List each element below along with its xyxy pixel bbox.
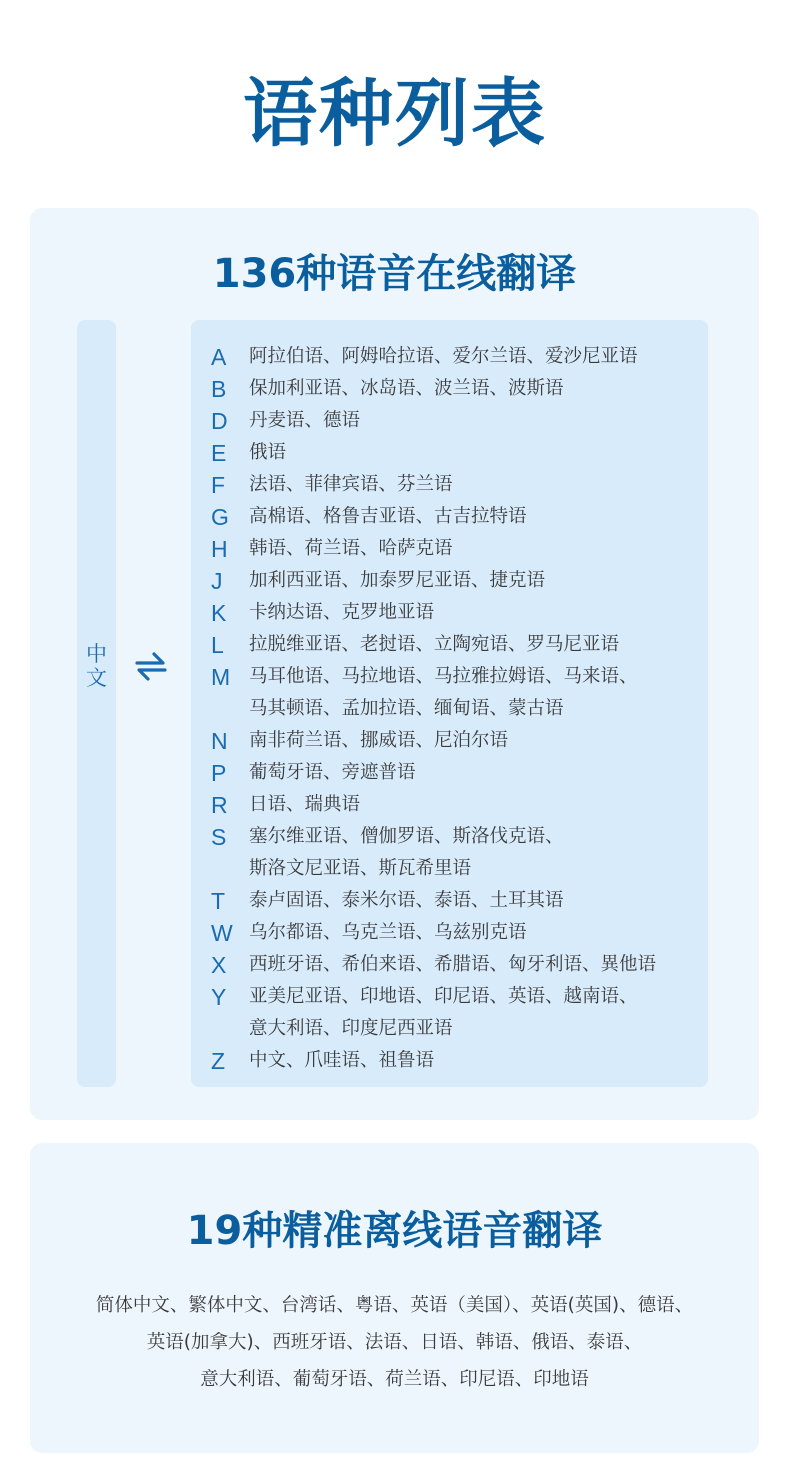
language-names: 南非荷兰语、挪威语、尼泊尔语 — [249, 730, 509, 751]
language-letter: E — [211, 440, 227, 466]
language-letter: W — [211, 920, 233, 946]
language-row — [211, 949, 702, 981]
language-row — [211, 1045, 702, 1077]
page-title: 语种列表 — [243, 71, 547, 157]
source-language-char: 中 — [86, 642, 107, 666]
swap-arrows-icon — [131, 648, 171, 684]
language-names: 加利西亚语、加泰罗尼亚语、捷克语 — [249, 570, 546, 591]
language-names: 韩语、荷兰语、哈萨克语 — [249, 538, 453, 559]
language-letter: B — [211, 376, 227, 402]
language-row — [211, 757, 702, 789]
language-letter: F — [211, 472, 226, 498]
language-letter: H — [211, 536, 228, 562]
language-row — [211, 341, 702, 373]
language-row — [211, 661, 702, 725]
language-names: 保加利亚语、冰岛语、波兰语、波斯语 — [249, 378, 564, 399]
language-row — [211, 373, 702, 405]
language-row — [211, 981, 702, 1045]
language-row — [211, 501, 702, 533]
language-letter: G — [211, 504, 229, 530]
language-list — [211, 341, 702, 1077]
language-letter: L — [211, 632, 224, 658]
language-letter: D — [211, 408, 228, 434]
language-letter: Y — [211, 984, 227, 1010]
language-letter: J — [211, 568, 223, 594]
language-names: 乌尔都语、乌克兰语、乌兹别克语 — [249, 922, 527, 943]
online-translation-card — [30, 208, 759, 1120]
language-letter: S — [211, 824, 227, 850]
language-names: 葡萄牙语、旁遮普语 — [249, 762, 416, 783]
language-names: 卡纳达语、克罗地亚语 — [249, 602, 435, 623]
language-names: 拉脱维亚语、老挝语、立陶宛语、罗马尼亚语 — [249, 634, 620, 655]
language-letter: K — [211, 600, 227, 626]
language-letter: Z — [211, 1048, 226, 1074]
language-letter: N — [211, 728, 228, 754]
language-row — [211, 885, 702, 917]
language-names: 亚美尼亚语、印地语、印尼语、英语、越南语、 意大利语、印度尼西亚语 — [249, 986, 638, 1039]
language-names: 日语、瑞典语 — [249, 794, 361, 815]
language-letter: X — [211, 952, 227, 978]
language-row — [211, 917, 702, 949]
language-names: 中文、爪哇语、祖鲁语 — [249, 1050, 435, 1071]
language-row — [211, 789, 702, 821]
language-letter: M — [211, 664, 231, 690]
source-language-label — [77, 642, 116, 690]
offline-translation-card — [30, 1143, 759, 1453]
language-row — [211, 437, 702, 469]
language-row — [211, 469, 702, 501]
language-names: 泰卢固语、泰米尔语、泰语、土耳其语 — [249, 890, 564, 911]
language-names: 丹麦语、德语 — [249, 410, 361, 431]
language-list-panel — [191, 320, 708, 1087]
source-language-char: 文 — [86, 666, 107, 690]
language-letter: A — [211, 344, 227, 370]
language-names: 阿拉伯语、阿姆哈拉语、爱尔兰语、爱沙尼亚语 — [249, 346, 638, 367]
online-section-title: 136种语音在线翻译 — [212, 251, 577, 297]
language-names: 法语、菲律宾语、芬兰语 — [249, 474, 453, 495]
language-names: 塞尔维亚语、僧伽罗语、斯洛伐克语、 斯洛文尼亚语、斯瓦希里语 — [249, 826, 564, 879]
offline-section-title: 19种精准离线语音翻译 — [186, 1208, 603, 1254]
language-row — [211, 821, 702, 885]
source-language-bar — [77, 320, 116, 1087]
language-letter: P — [211, 760, 227, 786]
language-row — [211, 597, 702, 629]
language-row — [211, 565, 702, 597]
language-names: 马耳他语、马拉地语、马拉雅拉姆语、马来语、 马其顿语、孟加拉语、缅甸语、蒙古语 — [249, 666, 638, 719]
language-row — [211, 725, 702, 757]
language-letter: T — [211, 888, 226, 914]
language-letter: R — [211, 792, 228, 818]
offline-language-list: 简体中文、繁体中文、台湾话、粤语、英语（美国）、英语(英国)、德语、 英语(加拿大)、西班牙语、法语、日语、韩语、俄语、泰语、 意大利语、葡萄牙语、荷兰语、印尼语、印地语 — [95, 1295, 694, 1390]
language-row — [211, 533, 702, 565]
language-names: 西班牙语、希伯来语、希腊语、匈牙利语、異他语 — [249, 954, 657, 975]
language-names: 俄语 — [249, 442, 287, 463]
language-row — [211, 629, 702, 661]
language-row — [211, 405, 702, 437]
language-names: 高棉语、格鲁吉亚语、古吉拉特语 — [249, 506, 527, 527]
